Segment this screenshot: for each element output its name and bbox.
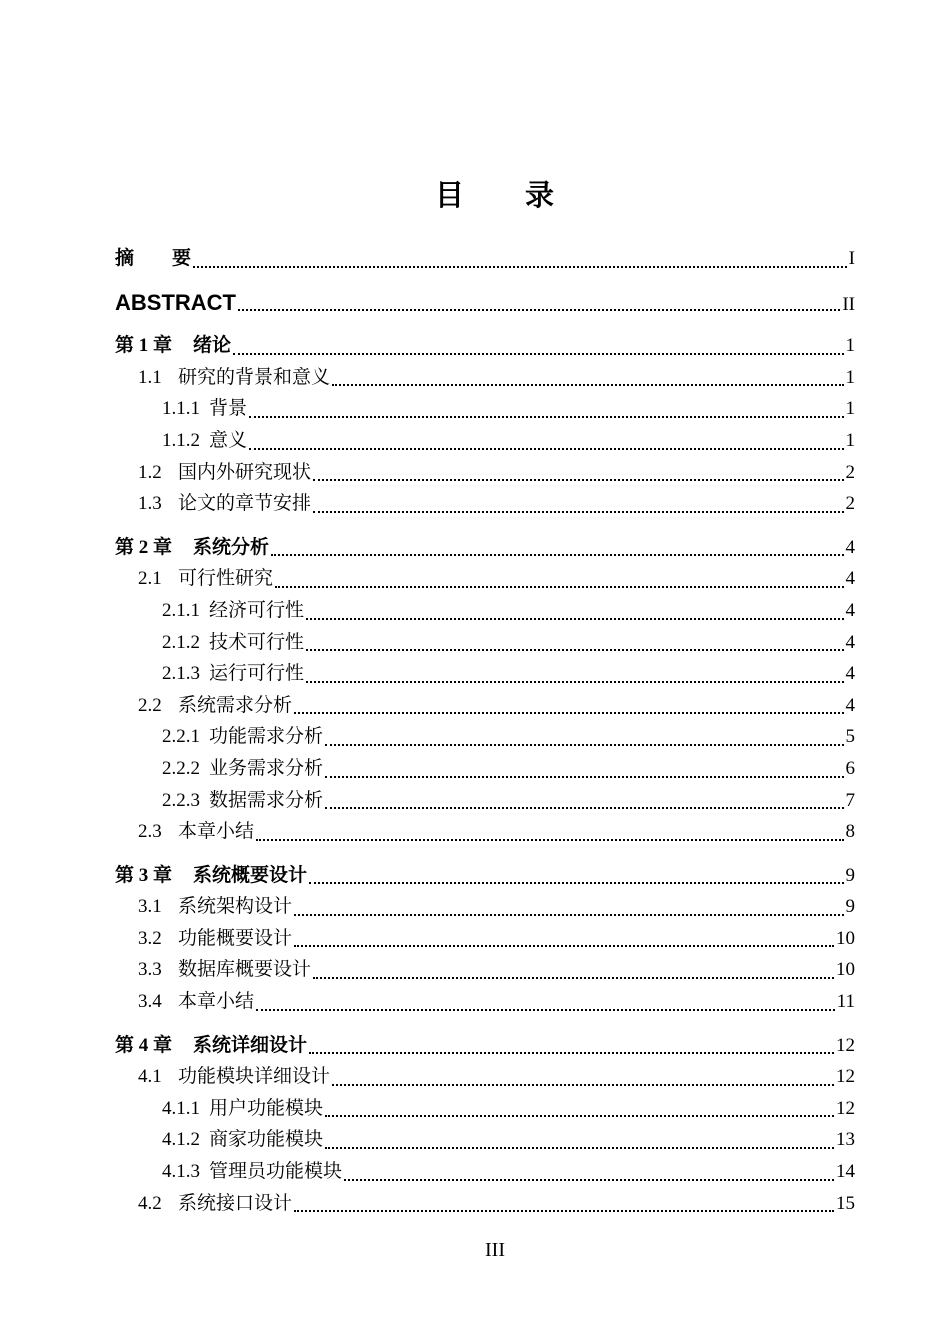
toc-entry-label: 研究的背景和意义 <box>178 366 331 388</box>
toc-entry-number: 2.2.1 <box>162 726 200 748</box>
toc-entry-page: 9 <box>845 896 855 918</box>
toc-entry[interactable] <box>115 1030 855 1062</box>
toc-entry-page: 4 <box>845 568 855 590</box>
toc-entry-page: 12 <box>836 1034 855 1056</box>
toc-entry-label: 系统概要设计 <box>193 864 308 886</box>
toc-entry-label: 意义 <box>209 429 248 451</box>
toc-entry[interactable] <box>115 488 855 520</box>
toc-entry[interactable] <box>115 362 855 394</box>
toc-entry[interactable] <box>115 816 855 848</box>
toc-entry-number: 4.1.1 <box>162 1097 200 1119</box>
toc-entry-number: 1.1 <box>138 366 162 388</box>
toc-entry-label: 运行可行性 <box>209 663 305 685</box>
toc-entry[interactable] <box>115 457 855 489</box>
dot-leader <box>275 586 843 588</box>
toc-entry-page: II <box>842 293 855 315</box>
dot-leader <box>309 882 843 884</box>
toc-entry-page: 5 <box>845 726 855 748</box>
toc-entry[interactable] <box>115 860 855 892</box>
toc-entry[interactable] <box>115 425 855 457</box>
toc-entry[interactable] <box>115 1156 855 1188</box>
dot-leader <box>309 1052 834 1054</box>
toc-entry-page: 8 <box>845 821 855 843</box>
toc-entry-number: 1.3 <box>138 493 162 515</box>
toc-entry[interactable] <box>115 986 855 1018</box>
toc-entry-label: 系统需求分析 <box>178 694 293 716</box>
toc-entry[interactable] <box>115 243 855 275</box>
toc-entry-page: 4 <box>845 536 855 558</box>
toc-entry-page: 2 <box>845 461 855 483</box>
toc-entry-number: 1.1.1 <box>162 398 200 420</box>
toc-entry-label: 业务需求分析 <box>209 757 324 779</box>
dot-leader <box>294 945 834 947</box>
dot-leader <box>294 1210 834 1212</box>
toc-entry-label: 用户功能模块 <box>209 1097 324 1119</box>
toc-entry-number: 2.2.3 <box>162 789 200 811</box>
toc-entry-number: 3.2 <box>138 927 162 949</box>
toc-entry-label: 功能模块详细设计 <box>178 1066 331 1088</box>
toc-entry-number: 第 2 章 <box>115 536 173 558</box>
toc-entry-label: 绪论 <box>193 335 232 357</box>
toc-entry-page: 4 <box>845 663 855 685</box>
toc-entry-number: 4.2 <box>138 1192 162 1214</box>
toc-entry-number: 3.4 <box>138 991 162 1013</box>
toc-entry-label: 数据需求分析 <box>209 789 324 811</box>
toc-entry[interactable] <box>115 627 855 659</box>
toc-entry-page: 10 <box>836 927 855 949</box>
toc-entry[interactable] <box>115 658 855 690</box>
toc-entry-number: 1.2 <box>138 461 162 483</box>
toc-entry-label: 功能概要设计 <box>178 927 293 949</box>
toc-entry[interactable] <box>115 891 855 923</box>
dot-leader <box>233 353 843 355</box>
toc-entry-label: 商家功能模块 <box>209 1129 324 1151</box>
dot-leader <box>332 1084 834 1086</box>
toc-entry-label: 管理员功能模块 <box>209 1161 343 1183</box>
toc-entry-label: 功能需求分析 <box>209 726 324 748</box>
dot-leader <box>306 618 843 620</box>
toc-entry-page: 13 <box>836 1129 855 1151</box>
toc-entry[interactable] <box>115 595 855 627</box>
toc-entry[interactable] <box>115 532 855 564</box>
dot-leader <box>306 649 843 651</box>
toc-entry-page: 14 <box>836 1161 855 1183</box>
dot-leader <box>325 1147 834 1149</box>
toc-entry-label: 系统接口设计 <box>178 1192 293 1214</box>
dot-leader <box>256 1009 835 1011</box>
toc-entry[interactable] <box>115 721 855 753</box>
toc-entry-number: 2.2.2 <box>162 757 200 779</box>
dot-leader <box>325 744 843 746</box>
toc-entry[interactable] <box>115 785 855 817</box>
dot-leader <box>344 1179 834 1181</box>
toc-entry-label: 可行性研究 <box>178 568 274 590</box>
toc-entry[interactable] <box>115 287 855 319</box>
toc-entry-label: 经济可行性 <box>209 599 305 621</box>
toc-entry-number: 1.1.2 <box>162 429 200 451</box>
dot-leader <box>294 914 843 916</box>
toc-entry-number: 4.1 <box>138 1066 162 1088</box>
dot-leader <box>294 712 843 714</box>
toc-entry-number: 2.1.1 <box>162 599 200 621</box>
dot-leader <box>313 977 834 979</box>
toc-entry-label: 本章小结 <box>178 821 255 843</box>
toc-entry-page: I <box>848 248 855 269</box>
dot-leader <box>325 776 843 778</box>
toc-entry-label: 论文的章节安排 <box>178 493 312 515</box>
toc-entry-page: 4 <box>845 599 855 621</box>
toc-entry-number: 2.1.2 <box>162 631 200 653</box>
toc-entry[interactable] <box>115 393 855 425</box>
toc-entry-page: 15 <box>836 1192 855 1214</box>
toc-entry-page: 7 <box>845 789 855 811</box>
toc-entry-page: 1 <box>845 366 855 388</box>
toc-entry-number: 2.3 <box>138 821 162 843</box>
dot-leader <box>306 681 843 683</box>
dot-leader <box>238 309 840 311</box>
toc-entry[interactable] <box>115 1124 855 1156</box>
dot-leader <box>325 807 843 809</box>
toc-entry-page: 4 <box>845 631 855 653</box>
toc-entry-page: 12 <box>836 1066 855 1088</box>
toc-entry-number: 3.1 <box>138 896 162 918</box>
toc-entry-page: 2 <box>845 493 855 515</box>
toc-entry-number: 4.1.3 <box>162 1161 200 1183</box>
toc-entry-page: 4 <box>845 694 855 716</box>
toc-entry[interactable] <box>115 1093 855 1125</box>
toc-entry[interactable] <box>115 753 855 785</box>
toc-entry-label: 系统详细设计 <box>193 1034 308 1056</box>
toc-entry-number: 2.1 <box>138 568 162 590</box>
dot-leader <box>193 266 847 268</box>
dot-leader <box>271 554 843 556</box>
toc-entry[interactable] <box>115 1061 855 1093</box>
toc-list <box>115 231 855 1219</box>
dot-leader <box>332 384 843 386</box>
toc-entry[interactable] <box>115 923 855 955</box>
toc-entry-page: 6 <box>845 757 855 779</box>
toc-entry-label: 系统架构设计 <box>178 896 293 918</box>
toc-entry-label: ABSTRACT <box>115 289 236 315</box>
toc-entry-number: 3.3 <box>138 959 162 981</box>
page-title: 目 录 <box>434 180 555 212</box>
dot-leader <box>249 416 843 418</box>
toc-entry-label: 摘 要 <box>115 248 192 269</box>
toc-entry-number: 4.1.2 <box>162 1129 200 1151</box>
toc-entry-number: 第 1 章 <box>115 335 173 357</box>
toc-entry-page: 10 <box>836 959 855 981</box>
toc-entry-page: 1 <box>845 335 855 357</box>
dot-leader <box>249 448 843 450</box>
toc-entry-label: 系统分析 <box>193 536 270 558</box>
dot-leader <box>256 839 843 841</box>
toc-entry-number: 2.2 <box>138 694 162 716</box>
dot-leader <box>325 1115 834 1117</box>
toc-entry[interactable] <box>115 563 855 595</box>
toc-entry[interactable] <box>115 954 855 986</box>
toc-entry-label: 国内外研究现状 <box>178 461 312 483</box>
dot-leader <box>313 479 843 481</box>
toc-entry-page: 11 <box>836 991 855 1013</box>
toc-entry-page: 1 <box>845 398 855 420</box>
toc-entry-number: 第 4 章 <box>115 1034 173 1056</box>
toc-entry-number: 2.1.3 <box>162 663 200 685</box>
toc-entry-label: 技术可行性 <box>209 631 305 653</box>
toc-entry[interactable] <box>115 690 855 722</box>
toc-entry[interactable] <box>115 1188 855 1220</box>
toc-entry-label: 数据库概要设计 <box>178 959 312 981</box>
toc-entry-label: 背景 <box>209 398 248 420</box>
toc-entry-page: 12 <box>836 1097 855 1119</box>
toc-entry-page: 1 <box>845 429 855 451</box>
toc-entry-number: 第 3 章 <box>115 864 173 886</box>
toc-entry-label: 本章小结 <box>178 991 255 1013</box>
toc-entry[interactable] <box>115 330 855 362</box>
footer-page-number: III <box>485 1239 505 1261</box>
toc-entry-page: 9 <box>845 864 855 886</box>
dot-leader <box>313 511 843 513</box>
